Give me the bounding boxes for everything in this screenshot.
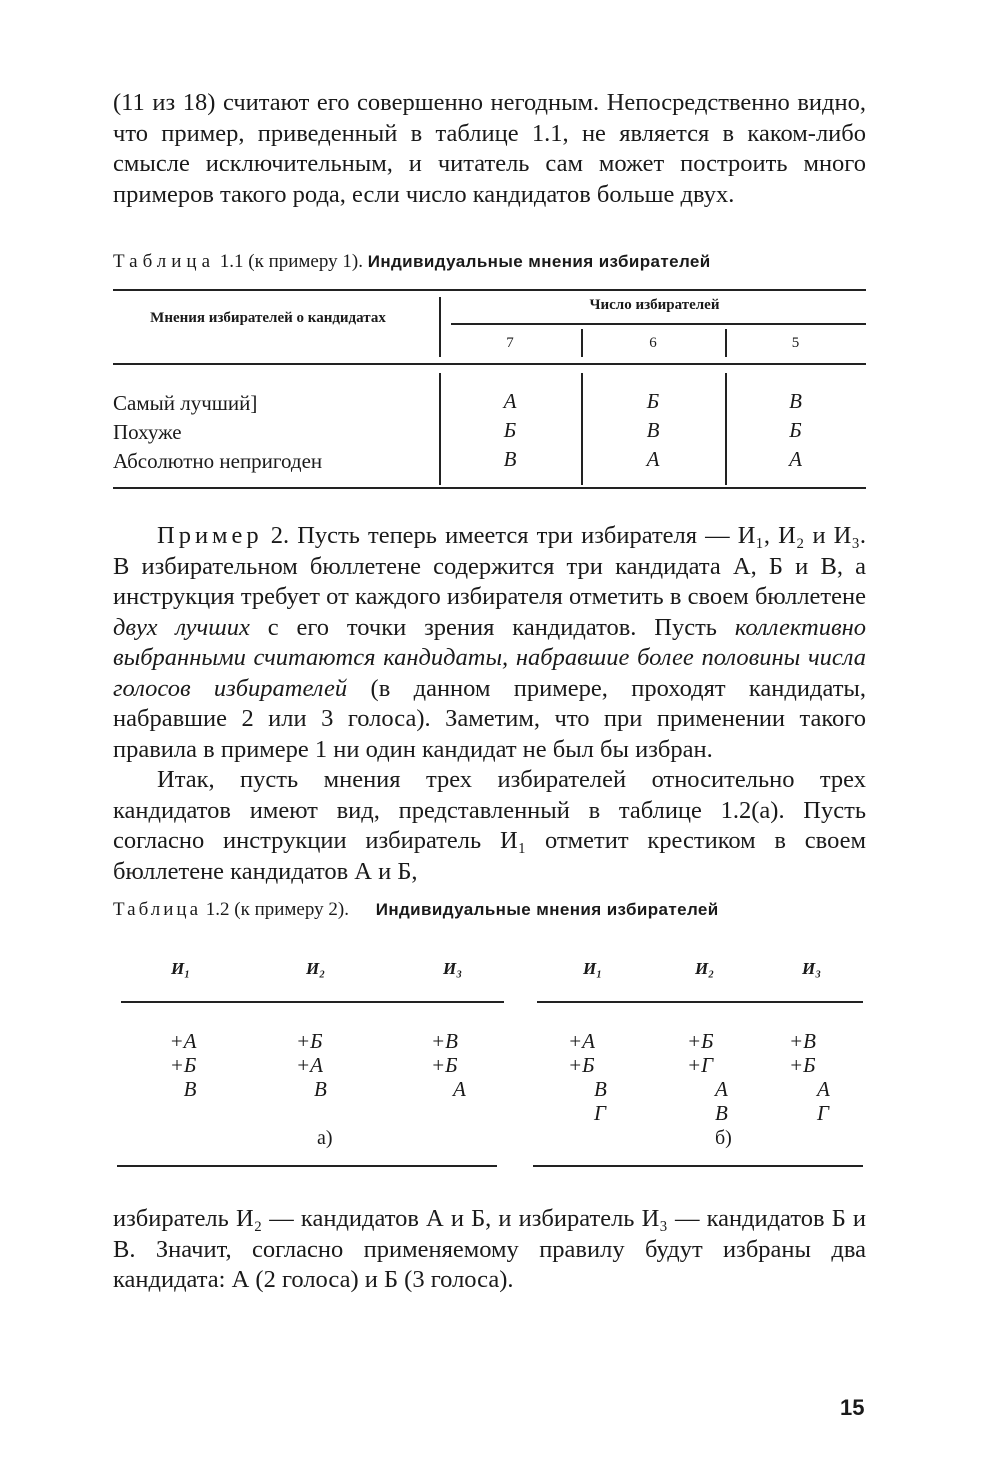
table-1-cell: Б [503,418,517,442]
table-2a-header: И₂ [306,959,326,978]
table-1-cell: Б [646,389,660,413]
paragraph-2-text-1: 2. Пусть теперь имеется три избирателя — И₁, И₂ и И₃. В избирательном бюллетене содержится три кандидата А, Б и В, а инструкция требует от каждого избирателя отметить в своем бюллетене [113,522,866,610]
table-1-row [113,447,866,476]
table-2b-cell: +А [568,1029,595,1053]
table-2b-cell: +В [789,1029,816,1053]
table-2a-cell: +Б [169,1053,197,1077]
table-2a-label: а) [317,1127,333,1149]
table-2a-cell: В [314,1077,327,1101]
table-2a-column [296,1029,346,1101]
table-2-caption-lead: Таблица [113,899,202,920]
table-1-caption [113,251,866,273]
table-2a-header: И₃ [443,959,463,978]
table-1-row [113,418,866,447]
table-1-cell: А [503,389,517,413]
page-number: 15 [840,1395,865,1420]
table-2-caption [113,899,866,921]
table-2b-cell: Г [817,1101,829,1125]
table-1-row-label: Похуже [113,420,182,444]
table-1-caption-num: 1.1 (к примеру 1). [219,251,363,272]
table-2a-cell: +В [431,1029,458,1053]
table-2b-cell: +Б [568,1053,595,1077]
table-1-row-label: Самый лучший] [113,391,258,415]
table-2a-column [158,1029,208,1101]
table-2b-header: И₁ [583,959,603,978]
table-2a-cell: +Б [431,1053,458,1077]
table-1-caption-lead: Таблица [113,251,216,272]
table-1-count-1: 7 [506,335,514,351]
paragraph-2-text-3: (в данном примере, проходят кандидаты, набравшие 2 или 3 голоса). Заметим, что при применении такого правила в примере 1 ни один кандидат не был бы избран. [113,674,866,763]
paragraph-4: избиратель И₂ — кандидатов А и Б, и избиратель И₃ — кандидатов Б и В. Значит, согласно применяемому правилу будут избраны два кандидата: А (2 голоса) и Б (3 голоса). [113,1205,866,1293]
table-2b-column [568,1029,618,1125]
table-1-cell: В [646,418,660,442]
paragraph-2 [113,521,866,765]
table-2b-header: И₂ [695,959,715,978]
table-1-header-group: Число избирателей [589,297,720,313]
table-2a-header: И₁ [171,959,191,978]
paragraph-1: (11 из 18) считают его совершенно негодным. Непосредственно видно, что пример, приведенный в таблице 1.1, не является в каком-либо смысле исключительным, и читатель сам может построить много примеров такого рода, если число кандидатов больше двух. [113,89,866,208]
table-1-cell: А [789,447,802,471]
table-2a-column [431,1029,481,1101]
table-1-cell: В [503,447,517,471]
table-2b-cell: А [715,1077,728,1101]
paragraph-2-text-2: с его точки зрения кандидатов. Пусть [249,613,735,641]
paragraph-3: Итак, пусть мнения трех избирателей относительно трех кандидатов имеют вид, представленный в таблице 1.2(а). Пусть согласно инструкции избиратель И₁ отметит крестиком в своем бюллетене кандидатов А и Б, [113,766,866,885]
table-2b-cell: В [594,1077,607,1101]
table-2b-label: б) [715,1127,732,1149]
table-2a-cell: В [183,1077,197,1101]
table-2b-cell: А [817,1077,830,1101]
table-2b-cell: В [715,1101,728,1125]
table-2 [113,937,866,1182]
table-2a-cell: +А [296,1053,323,1077]
table-2b-cell: +Б [789,1053,816,1077]
table-2b-column [687,1029,737,1125]
page-body [113,88,866,1296]
table-2a-cell: А [453,1077,466,1101]
table-2-caption-num: 1.2 (к примеру 2). [205,899,349,920]
table-2b-cell: Г [594,1101,606,1125]
table-1-header-left: Мнения избирателей о кандидатах [150,310,386,326]
table-1-count-3: 5 [791,335,800,351]
table-1-cell: Б [789,418,802,442]
table-1-caption-title: Индивидуальные мнения избирателей [367,252,711,271]
table-2b-cell: +Б [687,1029,714,1053]
table-2b-cell: +Г [687,1053,714,1077]
table-2a-cell: +Б [296,1029,323,1053]
table-1-cell: А [646,447,660,471]
table-1 [113,289,866,489]
table-1-row [113,389,866,418]
table-2a-cell: +А [169,1029,197,1053]
paragraph-2-italic-1: двух лучших [113,613,250,641]
table-2-caption-title: Индивидуальные мнения избирателей [375,900,719,919]
table-1-cell: В [789,389,802,413]
table-2b-column [789,1029,839,1125]
table-1-row-label: Абсолютно непригоден [113,449,323,473]
table-2b-header: И₃ [802,959,822,978]
table-1-count-2: 6 [649,335,657,351]
paragraph-2-italic-2: коллективно выбранными считаются кандидаты, набравшие более половины числа голосов избирателей [113,613,866,702]
paragraph-2-lead: Пример [157,522,263,549]
